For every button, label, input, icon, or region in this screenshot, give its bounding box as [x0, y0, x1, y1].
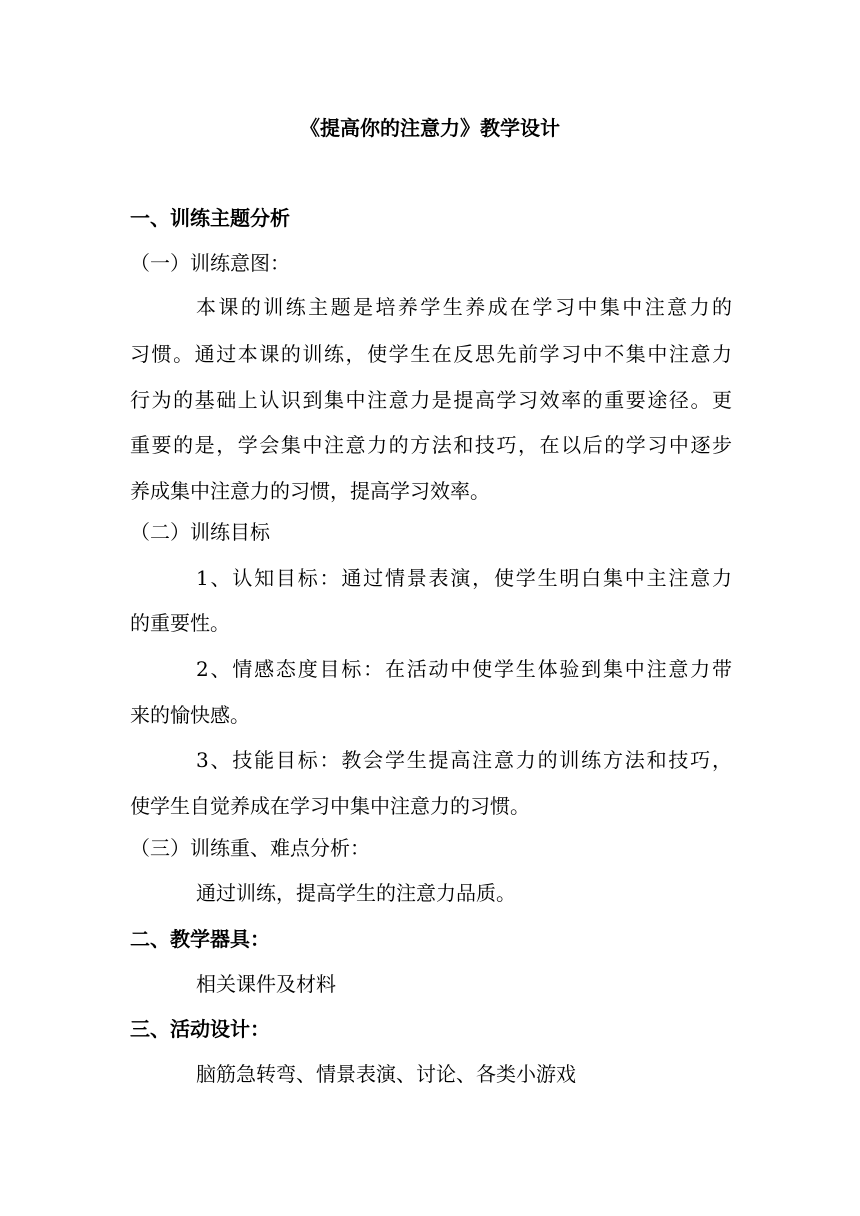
goal-1-line-2: 的重要性。 [130, 611, 230, 635]
section-2-text: 相关课件及材料 [196, 972, 336, 996]
section-3-heading: 三、活动设计： [130, 1017, 270, 1041]
goal-2-line-2: 来的愉快感。 [130, 703, 250, 727]
goal-3-line-1: 3、技能目标：教会学生提高注意力的训练方法和技巧， [196, 748, 732, 772]
goal-1-line-1: 1、认知目标：通过情景表演，使学生明白集中主注意力 [196, 566, 732, 590]
subsection-intent-heading: （一）训练意图： [130, 251, 290, 275]
intent-line-1: 本课的训练主题是培养学生养成在学习中集中注意力的 [196, 295, 732, 319]
goal-3-line-2: 使学生自觉养成在学习中集中注意力的习惯。 [130, 794, 530, 818]
goal-2-line-1: 2、情感态度目标：在活动中使学生体验到集中注意力带 [196, 657, 732, 681]
keypoints-text: 通过训练，提高学生的注意力品质。 [196, 881, 516, 905]
document-title: 《提高你的注意力》教学设计 [300, 116, 560, 140]
intent-line-5: 养成集中注意力的习惯，提高学习效率。 [130, 479, 490, 503]
section-2-heading: 二、教学器具： [130, 927, 270, 951]
section-1-heading: 一、训练主题分析 [130, 206, 290, 230]
section-3-text: 脑筋急转弯、情景表演、讨论、各类小游戏 [196, 1062, 576, 1086]
intent-line-4: 重要的是，学会集中注意力的方法和技巧，在以后的学习中逐步 [130, 433, 732, 457]
subsection-goals-heading: （二）训练目标 [130, 520, 270, 544]
intent-line-3: 行为的基础上认识到集中注意力是提高学习效率的重要途径。更 [130, 388, 732, 412]
subsection-keypoints-heading: （三）训练重、难点分析： [130, 836, 370, 860]
intent-line-2: 习惯。通过本课的训练，使学生在反思先前学习中不集中注意力 [130, 342, 732, 366]
